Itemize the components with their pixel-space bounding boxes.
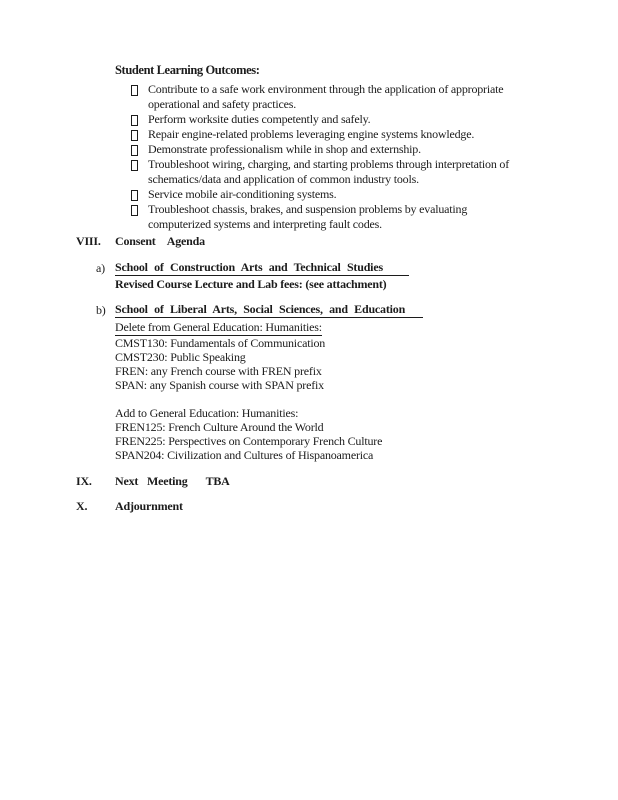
next-meeting-detail: TBA <box>205 474 230 488</box>
section-next-meeting <box>76 474 230 489</box>
list-item <box>115 127 530 142</box>
section-title: Next Meeting <box>115 474 188 488</box>
course-line: CMST230: Public Speaking <box>115 350 246 364</box>
student-learning-outcomes-section <box>115 62 530 232</box>
bullet-text: Demonstrate professionalism while in shop and externship. <box>148 142 421 156</box>
agenda-item-a <box>96 260 515 292</box>
bullet-text: Perform worksite duties competently and safely. <box>148 112 371 126</box>
bullet-box-icon <box>131 115 138 126</box>
item-marker: b) <box>96 303 106 317</box>
section-consent-agenda <box>76 234 205 249</box>
agenda-item-a-body <box>115 260 515 292</box>
section-title: Adjournment <box>115 499 183 513</box>
bullet-text: Troubleshoot wiring, charging, and starting problems through interpretation of schematics/data and application of common industry tools. <box>148 157 510 186</box>
bullet-text: Repair engine-related problems leveraging engine systems knowledge. <box>148 127 475 141</box>
section-numeral: VIII. <box>76 234 101 248</box>
list-item <box>115 82 530 112</box>
section-numeral: X. <box>76 499 88 513</box>
agenda-item-b <box>96 302 515 462</box>
agenda-item-b-body <box>115 302 515 462</box>
slo-heading: Student Learning Outcomes: <box>115 63 260 77</box>
add-heading: Add to General Education: Humanities: <box>115 406 299 420</box>
course-line: SPAN204: Civilization and Cultures of Hispanoamerica <box>115 448 374 462</box>
bullet-text: Troubleshoot chassis, brakes, and suspension problems by evaluating computerized systems and interpreting fault codes. <box>148 202 468 231</box>
bullet-box-icon <box>131 85 138 96</box>
item-a-subheading: Revised Course Lecture and Lab fees: (see attachment) <box>115 277 387 291</box>
course-line: SPAN: any Spanish course with SPAN prefix <box>115 378 324 392</box>
list-item <box>115 202 530 232</box>
bullet-box-icon <box>131 190 138 201</box>
list-item <box>115 142 530 157</box>
bullet-box-icon <box>131 160 138 171</box>
bullet-text: Service mobile air-conditioning systems. <box>148 187 337 201</box>
item-marker: a) <box>96 261 105 275</box>
list-item <box>115 112 530 127</box>
bullet-box-icon <box>131 145 138 156</box>
list-item <box>115 157 530 187</box>
section-title: Consent Agenda <box>115 234 205 248</box>
course-line: FREN: any French course with FREN prefix <box>115 364 322 378</box>
section-numeral: IX. <box>76 474 92 488</box>
course-line: FREN225: Perspectives on Contemporary French Culture <box>115 434 383 448</box>
course-line: CMST130: Fundamentals of Communication <box>115 336 326 350</box>
bullet-box-icon <box>131 205 138 216</box>
item-b-heading: School of Liberal Arts, Social Sciences, and Education <box>115 302 423 318</box>
item-a-heading: School of Construction Arts and Technical Studies <box>115 260 409 276</box>
bullet-box-icon <box>131 130 138 141</box>
bullet-text: Contribute to a safe work environment through the application of appropriate operational and safety practices. <box>148 82 504 111</box>
course-line: FREN125: French Culture Around the World <box>115 420 324 434</box>
delete-heading: Delete from General Education: Humanities: <box>115 320 322 334</box>
list-item <box>115 187 530 202</box>
section-adjournment <box>76 499 183 514</box>
